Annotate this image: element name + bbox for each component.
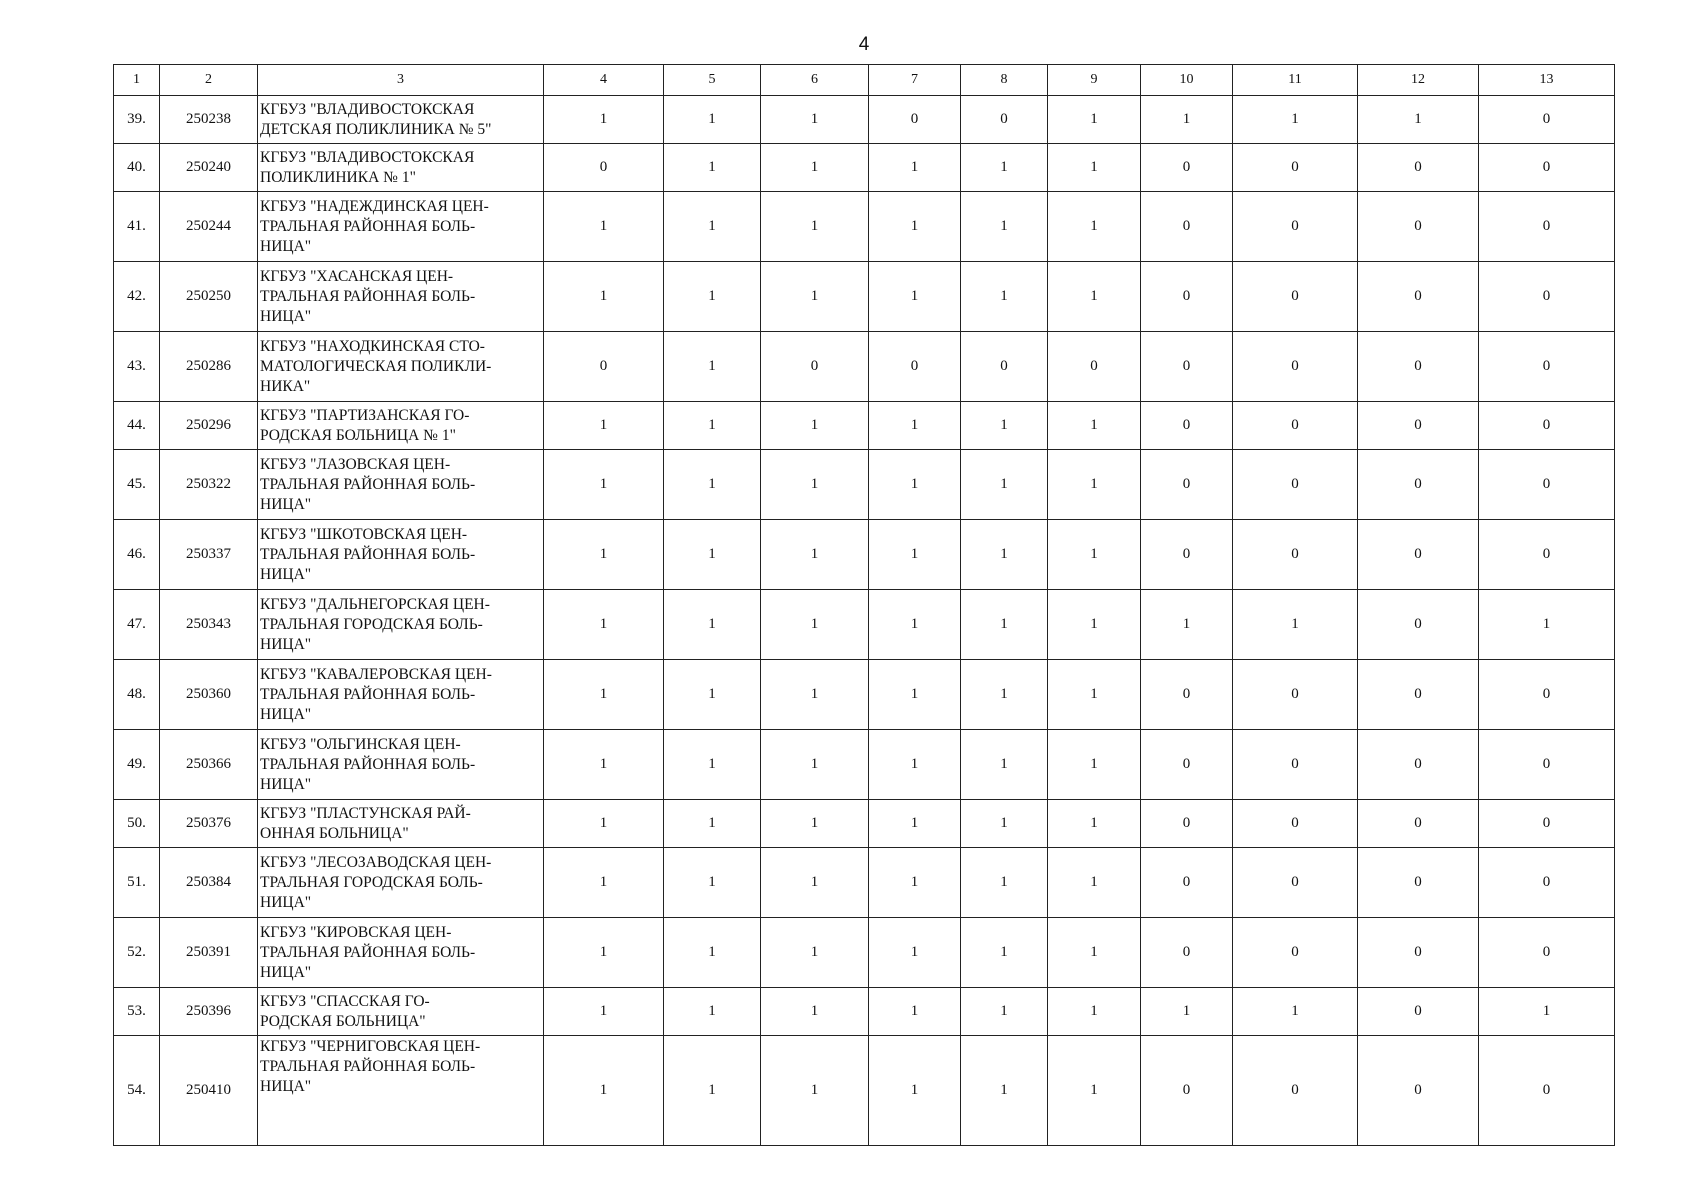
row-number-cell: 48. [114, 660, 160, 730]
value-cell: 0 [544, 144, 664, 192]
table-row [114, 262, 1615, 332]
row-number-cell: 50. [114, 800, 160, 848]
organization-name-cell: КГБУЗ "ЧЕРНИГОВСКАЯ ЦЕН- ТРАЛЬНАЯ РАЙОННАЯ БОЛЬ- НИЦА" [258, 1036, 544, 1146]
value-cell: 1 [1233, 96, 1358, 144]
value-cell: 1 [664, 520, 761, 590]
code-cell: 250396 [160, 988, 258, 1036]
row-number-cell: 47. [114, 590, 160, 660]
value-cell: 1 [869, 590, 961, 660]
table-row [114, 144, 1615, 192]
value-cell: 0 [1358, 450, 1479, 520]
value-cell: 1 [869, 660, 961, 730]
value-cell: 0 [1233, 730, 1358, 800]
value-cell: 1 [869, 450, 961, 520]
value-cell: 0 [1141, 520, 1233, 590]
value-cell: 1 [961, 192, 1048, 262]
value-cell: 0 [869, 96, 961, 144]
value-cell: 1 [961, 262, 1048, 332]
value-cell: 1 [761, 520, 869, 590]
table-row [114, 96, 1615, 144]
value-cell: 1 [761, 192, 869, 262]
code-cell: 250286 [160, 332, 258, 402]
value-cell: 1 [664, 988, 761, 1036]
value-cell: 0 [1479, 332, 1615, 402]
page-number: 4 [858, 34, 870, 55]
value-cell: 0 [1233, 1036, 1358, 1146]
code-cell: 250384 [160, 848, 258, 918]
value-cell: 0 [1233, 450, 1358, 520]
value-cell: 1 [961, 730, 1048, 800]
value-cell: 1 [664, 730, 761, 800]
value-cell: 1 [664, 800, 761, 848]
value-cell: 1 [761, 848, 869, 918]
value-cell: 1 [664, 590, 761, 660]
value-cell: 1 [664, 848, 761, 918]
value-cell: 1 [761, 660, 869, 730]
value-cell: 1 [869, 402, 961, 450]
row-number-cell: 40. [114, 144, 160, 192]
value-cell: 1 [761, 402, 869, 450]
value-cell: 1 [1358, 96, 1479, 144]
value-cell: 1 [544, 402, 664, 450]
table-row [114, 988, 1615, 1036]
code-cell: 250244 [160, 192, 258, 262]
table-row [114, 1036, 1615, 1146]
table-row [114, 590, 1615, 660]
value-cell: 1 [761, 800, 869, 848]
value-cell: 1 [1048, 96, 1141, 144]
value-cell: 1 [761, 144, 869, 192]
value-cell: 1 [544, 96, 664, 144]
code-cell: 250360 [160, 660, 258, 730]
value-cell: 1 [664, 262, 761, 332]
value-cell: 1 [869, 800, 961, 848]
organization-name-cell: КГБУЗ "СПАССКАЯ ГО- РОДСКАЯ БОЛЬНИЦА" [258, 988, 544, 1036]
table-row [114, 848, 1615, 918]
value-cell: 0 [761, 332, 869, 402]
value-cell: 1 [869, 520, 961, 590]
value-cell: 0 [1141, 730, 1233, 800]
value-cell: 1 [761, 988, 869, 1036]
column-header: 2 [160, 65, 258, 96]
table-row [114, 192, 1615, 262]
value-cell: 1 [664, 96, 761, 144]
value-cell: 1 [544, 192, 664, 262]
table-row [114, 660, 1615, 730]
value-cell: 0 [1233, 192, 1358, 262]
value-cell: 0 [961, 96, 1048, 144]
organization-name-cell: КГБУЗ "ШКОТОВСКАЯ ЦЕН- ТРАЛЬНАЯ РАЙОННАЯ БОЛЬ- НИЦА" [258, 520, 544, 590]
column-header: 3 [258, 65, 544, 96]
value-cell: 0 [544, 332, 664, 402]
value-cell: 1 [544, 262, 664, 332]
value-cell: 0 [1358, 590, 1479, 660]
value-cell: 0 [1233, 660, 1358, 730]
value-cell: 1 [544, 450, 664, 520]
code-cell: 250240 [160, 144, 258, 192]
row-number-cell: 42. [114, 262, 160, 332]
organization-name-cell: КГБУЗ "ПЛАСТУНСКАЯ РАЙ- ОННАЯ БОЛЬНИЦА" [258, 800, 544, 848]
value-cell: 0 [1358, 800, 1479, 848]
value-cell: 0 [1358, 848, 1479, 918]
organization-name-cell: КГБУЗ "ВЛАДИВОСТОКСКАЯ ПОЛИКЛИНИКА № 1" [258, 144, 544, 192]
value-cell: 1 [1048, 660, 1141, 730]
value-cell: 1 [761, 590, 869, 660]
value-cell: 0 [1048, 332, 1141, 402]
value-cell: 1 [1048, 1036, 1141, 1146]
column-header: 8 [961, 65, 1048, 96]
value-cell: 0 [1141, 144, 1233, 192]
value-cell: 1 [961, 988, 1048, 1036]
value-cell: 1 [869, 988, 961, 1036]
column-header: 10 [1141, 65, 1233, 96]
organization-name-cell: КГБУЗ "КАВАЛЕРОВСКАЯ ЦЕН- ТРАЛЬНАЯ РАЙОННАЯ БОЛЬ- НИЦА" [258, 660, 544, 730]
value-cell: 0 [1233, 918, 1358, 988]
value-cell: 0 [1358, 660, 1479, 730]
value-cell: 1 [664, 402, 761, 450]
value-cell: 0 [1479, 660, 1615, 730]
value-cell: 0 [1479, 918, 1615, 988]
value-cell: 1 [761, 1036, 869, 1146]
value-cell: 0 [1358, 520, 1479, 590]
value-cell: 0 [1479, 800, 1615, 848]
value-cell: 0 [1141, 262, 1233, 332]
value-cell: 1 [664, 332, 761, 402]
value-cell: 0 [1141, 332, 1233, 402]
value-cell: 1 [1048, 192, 1141, 262]
table-row [114, 918, 1615, 988]
value-cell: 1 [664, 660, 761, 730]
value-cell: 1 [761, 96, 869, 144]
value-cell: 0 [1233, 848, 1358, 918]
row-number-cell: 52. [114, 918, 160, 988]
row-number-cell: 46. [114, 520, 160, 590]
value-cell: 1 [664, 1036, 761, 1146]
value-cell: 1 [544, 520, 664, 590]
column-header: 5 [664, 65, 761, 96]
organization-name-cell: КГБУЗ "ЛЕСОЗАВОДСКАЯ ЦЕН- ТРАЛЬНАЯ ГОРОДСКАЯ БОЛЬ- НИЦА" [258, 848, 544, 918]
value-cell: 0 [1358, 262, 1479, 332]
value-cell: 0 [1358, 332, 1479, 402]
value-cell: 1 [544, 848, 664, 918]
value-cell: 1 [869, 1036, 961, 1146]
value-cell: 1 [761, 450, 869, 520]
code-cell: 250238 [160, 96, 258, 144]
value-cell: 0 [1479, 1036, 1615, 1146]
value-cell: 1 [1141, 590, 1233, 660]
value-cell: 0 [1233, 332, 1358, 402]
value-cell: 0 [1358, 192, 1479, 262]
value-cell: 0 [961, 332, 1048, 402]
value-cell: 1 [1233, 988, 1358, 1036]
value-cell: 1 [761, 730, 869, 800]
value-cell: 1 [761, 918, 869, 988]
value-cell: 1 [1048, 800, 1141, 848]
data-table [113, 64, 1615, 1146]
value-cell: 1 [1048, 262, 1141, 332]
code-cell: 250250 [160, 262, 258, 332]
organization-name-cell: КГБУЗ "КИРОВСКАЯ ЦЕН- ТРАЛЬНАЯ РАЙОННАЯ БОЛЬ- НИЦА" [258, 918, 544, 988]
value-cell: 0 [1141, 660, 1233, 730]
value-cell: 1 [1048, 918, 1141, 988]
header-row [114, 65, 1615, 96]
value-cell: 1 [544, 730, 664, 800]
organization-name-cell: КГБУЗ "ЛАЗОВСКАЯ ЦЕН- ТРАЛЬНАЯ РАЙОННАЯ БОЛЬ- НИЦА" [258, 450, 544, 520]
value-cell: 0 [1358, 918, 1479, 988]
value-cell: 1 [544, 590, 664, 660]
row-number-cell: 49. [114, 730, 160, 800]
value-cell: 0 [1233, 800, 1358, 848]
value-cell: 1 [961, 144, 1048, 192]
column-header: 13 [1479, 65, 1615, 96]
row-number-cell: 51. [114, 848, 160, 918]
value-cell: 0 [1479, 520, 1615, 590]
organization-name-cell: КГБУЗ "ВЛАДИВОСТОКСКАЯ ДЕТСКАЯ ПОЛИКЛИНИКА № 5" [258, 96, 544, 144]
code-cell: 250391 [160, 918, 258, 988]
value-cell: 0 [1479, 192, 1615, 262]
value-cell: 1 [544, 800, 664, 848]
row-number-cell: 39. [114, 96, 160, 144]
value-cell: 1 [869, 848, 961, 918]
value-cell: 1 [544, 988, 664, 1036]
value-cell: 0 [1141, 918, 1233, 988]
organization-name-cell: КГБУЗ "ДАЛЬНЕГОРСКАЯ ЦЕН- ТРАЛЬНАЯ ГОРОДСКАЯ БОЛЬ- НИЦА" [258, 590, 544, 660]
value-cell: 0 [1479, 262, 1615, 332]
code-cell: 250296 [160, 402, 258, 450]
column-header: 11 [1233, 65, 1358, 96]
row-number-cell: 45. [114, 450, 160, 520]
value-cell: 0 [1479, 848, 1615, 918]
value-cell: 1 [1048, 144, 1141, 192]
organization-name-cell: КГБУЗ "ПАРТИЗАНСКАЯ ГО- РОДСКАЯ БОЛЬНИЦА № 1" [258, 402, 544, 450]
value-cell: 1 [869, 918, 961, 988]
value-cell: 1 [1479, 988, 1615, 1036]
value-cell: 1 [544, 660, 664, 730]
value-cell: 1 [1048, 730, 1141, 800]
value-cell: 1 [1048, 590, 1141, 660]
column-header: 6 [761, 65, 869, 96]
row-number-cell: 43. [114, 332, 160, 402]
value-cell: 0 [1141, 848, 1233, 918]
value-cell: 0 [1479, 96, 1615, 144]
code-cell: 250376 [160, 800, 258, 848]
organization-name-cell: КГБУЗ "ХАСАНСКАЯ ЦЕН- ТРАЛЬНАЯ РАЙОННАЯ БОЛЬ- НИЦА" [258, 262, 544, 332]
value-cell: 1 [664, 192, 761, 262]
value-cell: 0 [869, 332, 961, 402]
value-cell: 1 [1048, 988, 1141, 1036]
code-cell: 250343 [160, 590, 258, 660]
value-cell: 0 [1233, 144, 1358, 192]
organization-name-cell: КГБУЗ "НАХОДКИНСКАЯ СТО- МАТОЛОГИЧЕСКАЯ ПОЛИКЛИ- НИКА" [258, 332, 544, 402]
value-cell: 0 [1358, 144, 1479, 192]
table-row [114, 450, 1615, 520]
value-cell: 0 [1233, 402, 1358, 450]
value-cell: 1 [961, 660, 1048, 730]
code-cell: 250410 [160, 1036, 258, 1146]
value-cell: 1 [869, 144, 961, 192]
value-cell: 1 [761, 262, 869, 332]
value-cell: 1 [961, 590, 1048, 660]
value-cell: 1 [1048, 402, 1141, 450]
value-cell: 0 [1141, 450, 1233, 520]
code-cell: 250337 [160, 520, 258, 590]
row-number-cell: 54. [114, 1036, 160, 1146]
table-row [114, 332, 1615, 402]
organization-name-cell: КГБУЗ "НАДЕЖДИНСКАЯ ЦЕН- ТРАЛЬНАЯ РАЙОННАЯ БОЛЬ- НИЦА" [258, 192, 544, 262]
value-cell: 1 [1141, 96, 1233, 144]
value-cell: 0 [1141, 192, 1233, 262]
table-row [114, 402, 1615, 450]
column-header: 12 [1358, 65, 1479, 96]
code-cell: 250322 [160, 450, 258, 520]
value-cell: 1 [1479, 590, 1615, 660]
value-cell: 0 [1358, 730, 1479, 800]
value-cell: 1 [544, 918, 664, 988]
column-header: 1 [114, 65, 160, 96]
value-cell: 1 [961, 800, 1048, 848]
value-cell: 1 [961, 402, 1048, 450]
value-cell: 1 [869, 730, 961, 800]
table-row [114, 730, 1615, 800]
value-cell: 0 [1358, 988, 1479, 1036]
value-cell: 1 [961, 520, 1048, 590]
value-cell: 1 [961, 918, 1048, 988]
column-header: 4 [544, 65, 664, 96]
value-cell: 0 [1141, 1036, 1233, 1146]
column-header: 7 [869, 65, 961, 96]
table-row [114, 800, 1615, 848]
value-cell: 0 [1479, 450, 1615, 520]
column-header: 9 [1048, 65, 1141, 96]
organization-name-cell: КГБУЗ "ОЛЬГИНСКАЯ ЦЕН- ТРАЛЬНАЯ РАЙОННАЯ БОЛЬ- НИЦА" [258, 730, 544, 800]
value-cell: 1 [961, 450, 1048, 520]
value-cell: 1 [1048, 848, 1141, 918]
value-cell: 0 [1479, 144, 1615, 192]
value-cell: 1 [869, 262, 961, 332]
value-cell: 1 [1233, 590, 1358, 660]
row-number-cell: 53. [114, 988, 160, 1036]
value-cell: 1 [1141, 988, 1233, 1036]
value-cell: 0 [1141, 800, 1233, 848]
value-cell: 0 [1358, 1036, 1479, 1146]
value-cell: 1 [961, 1036, 1048, 1146]
value-cell: 1 [664, 144, 761, 192]
value-cell: 1 [664, 918, 761, 988]
value-cell: 1 [1048, 450, 1141, 520]
value-cell: 1 [544, 1036, 664, 1146]
value-cell: 1 [664, 450, 761, 520]
value-cell: 1 [1048, 520, 1141, 590]
value-cell: 1 [869, 192, 961, 262]
value-cell: 0 [1233, 520, 1358, 590]
value-cell: 0 [1479, 402, 1615, 450]
value-cell: 1 [961, 848, 1048, 918]
value-cell: 0 [1141, 402, 1233, 450]
table-body [114, 96, 1615, 1146]
value-cell: 0 [1479, 730, 1615, 800]
value-cell: 0 [1358, 402, 1479, 450]
table-row [114, 520, 1615, 590]
value-cell: 0 [1233, 262, 1358, 332]
row-number-cell: 41. [114, 192, 160, 262]
code-cell: 250366 [160, 730, 258, 800]
row-number-cell: 44. [114, 402, 160, 450]
